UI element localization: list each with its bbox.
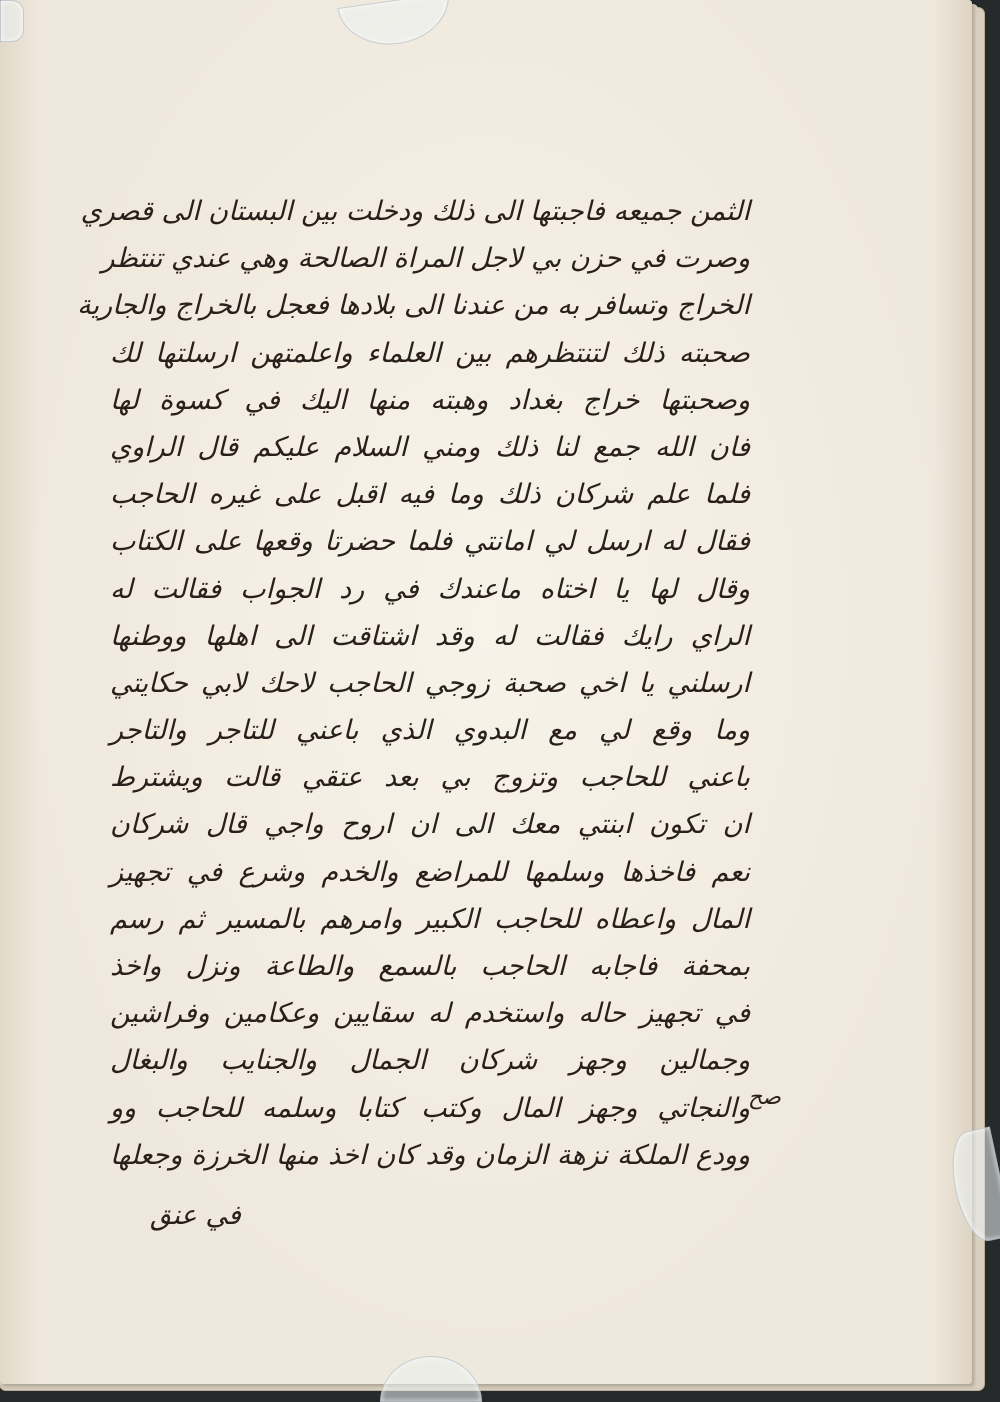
text-line: ان تكون ابنتي معك الى ان اروح واجي قال شركان [110,809,750,841]
catchword: في عنق [150,1200,241,1231]
text-line: وودع الملكة نزهة الزمان وقد كان اخذ منها الخرزة وجعلها [110,1139,750,1171]
text-line: وصرت في حزن بي لاجل المراة الصالحة وهي عندي تنتظر [101,243,750,275]
text-line: الخراج وتسافر به من عندنا الى بلادها فعجل بالخراج والجارية [77,290,750,322]
margin-correction-note: صح [748,1085,781,1110]
page-clip-left [0,0,24,42]
text-line: وقال لها يا اختاه ماعندك في رد الجواب فقالت له [110,573,750,605]
text-line: المال واعطاه للحاجب الكبير وامرهم بالمسير ثم رسم [110,903,750,935]
text-line: فقال له ارسل لي امانتي فلما حضرتا وقعها على الكتاب [110,526,750,558]
text-line: ارسلني يا اخي صحبة زوجي الحاجب لاحك لابي حكايتي [110,667,750,699]
text-line: باعني للحاجب وتزوج بي بعد عتقي قالت ويشترط [110,762,750,794]
text-line: بمحفة فاجابه الحاجب بالسمع والطاعة ونزل واخذ [110,951,750,982]
text-line: فلما علم شركان ذلك وما فيه اقبل على غيره الحاجب [110,479,750,511]
text-line: وما وقع لي مع البدوي الذي باعني للتاجر والتاجر [110,715,750,747]
text-line: الراي رايك فقالت له وقد اشتاقت الى اهلها ووطنها [110,620,750,652]
text-line: والنجاتي وجهز المال وكتب كتابا وسلمه للحاجب وو [110,1092,750,1124]
text-line: وجمالين وجهز شركان الجمال والجنايب والبغال [110,1045,750,1077]
text-line: الثمن جميعه فاجبتها الى ذلك ودخلت بين البستان الى قصري [80,196,750,227]
text-line: فان الله جمع لنا ذلك ومني السلام عليكم قال الراوي [110,431,750,463]
manuscript-text-block [77,188,750,1179]
text-line: صحبته ذلك لتنتظرهم بين العلماء واعلمتهن ارسلتها لك [110,337,750,369]
text-line: نعم فاخذها وسلمها للمراضع والخدم وشرع في تجهيز [110,856,750,888]
text-line: في تجهيز حاله واستخدم له سقايين وعكامين وفراشين [110,998,750,1030]
text-line: وصحبتها خراج بغداد وهبته منها اليك في كسوة لها [110,384,750,416]
